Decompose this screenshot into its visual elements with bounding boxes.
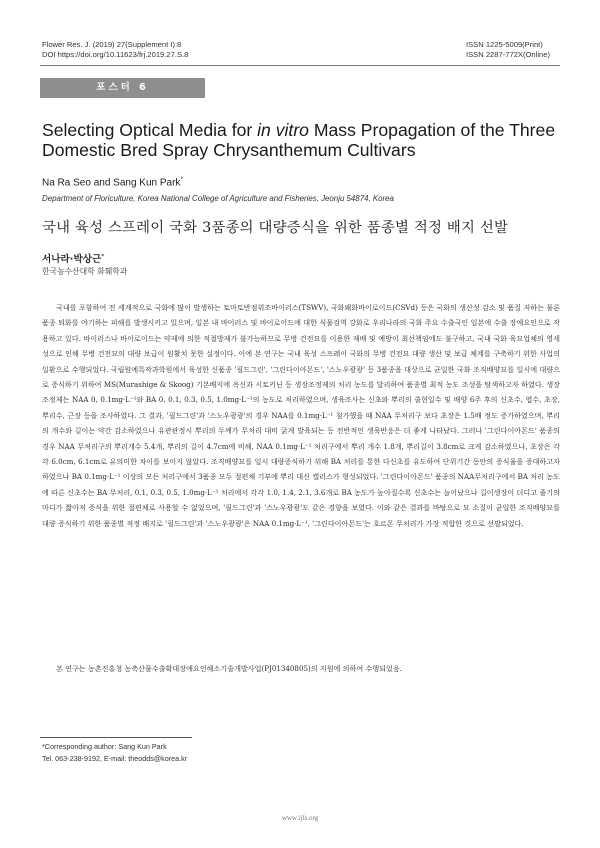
journal-header: [42, 40, 188, 60]
korean-corresponding-mark: *: [101, 252, 105, 260]
korean-authors: [42, 251, 104, 265]
footnote: [42, 741, 187, 765]
issn-online: ISSN 2287-772X(Online): [466, 50, 550, 59]
english-title-italic: in vitro: [257, 120, 309, 140]
corresponding-author: *Corresponding author: Sang Kun Park: [42, 742, 167, 751]
english-title: [42, 120, 562, 160]
issn-header: [466, 40, 550, 60]
english-authors: [42, 177, 183, 188]
acknowledgment: 본 연구는 농촌진흥청 농축산물수출확대장애요인해소기술개발사업(PJ01340805)의 지원에 의하여 수행되었음.: [56, 664, 402, 673]
corresponding-mark: *: [180, 177, 183, 183]
poster-label: 포스터 6: [40, 78, 205, 98]
korean-title: 국내 육성 스프레이 국화 3품종의 대량증식을 위한 품종별 적정 배지 선발: [42, 220, 509, 236]
english-author-names: Na Ra Seo and Sang Kun Park: [42, 177, 181, 189]
korean-author-names: 서나라·박상근: [42, 254, 102, 265]
english-title-part-2: Mass Propagation of the Three Domestic Bred Spray Chrysanthemum Cultivars: [42, 120, 556, 160]
journal-citation: Flower Res. J. (2019) 27(Supplement I):8: [42, 40, 182, 49]
header-divider: [40, 65, 560, 66]
doi-line[interactable]: DOI https://doi.org/10.11623/frj.2019.27.S.8: [42, 50, 189, 59]
english-title-part-1: Selecting Optical Media for: [42, 120, 258, 140]
footnote-divider: [40, 737, 192, 738]
issn-print: ISSN 1225-5009(Print): [466, 40, 543, 49]
english-department: Department of Floriculture, Korea National College of Agriculture and Fisheries, Jeonju 54874, Korea: [42, 194, 394, 203]
korean-affiliation: 한국농수산대학 화훼학과: [42, 267, 128, 276]
abstract-body: [42, 300, 560, 531]
abstract-paragraph: 국내를 포함하여 전 세계적으로 국화에 많이 발생하는 토마토반점위조바이러스(TSWV), 국화왜화바이로이드(CSVd) 등은 국화의 생산성 감소 및 품질 저하는 물론 품종 퇴화를 야기하는 피해를 발생시키고 있으며, 일본 내 바이러스 및 바이로이드에 대한 식물검역 강화로 우리나라의 국화 주요 수출국인 일본에 수출 장애요인으로 작용하고 있다. 바이러스나 바이로이드는 약제에 의한 적절방제가 불가능하므로 무병 건전묘를 이용한 재배 및 예방이 최선책임에도 불구하고, 국내 국화 육묘업체의 영세성으로 인해 무병 건전묘의 대량 보급이 원활치 못한 실정이다. 이에 본 연구는 국내 육성 스프레이 국화의 무병 건전묘 대량 생산 및 보급 체계를 구축하기 위한 사업의 일환으로 수행되었다. 국립원예특작과학원에서 육성한 신품종 '필드그린', '그린다이아몬드', '스노우광광' 등 3품종을 대상으로 균일한 국화 조직배양묘를 일시에 대량으로 증식하기 위하여 MS(Murashige & Skoog) 기본배지에 옥신과 시토키닌 등 생장조정제의 처리 농도를 달리하여 품종별 최적 농도 조성을 탐색하고자 하였다. 생장조정제는 NAA 0, 0.1mg·L⁻¹와 BA 0, 0.1, 0.3, 0.5, 1.0mg·L⁻¹의 농도로 처리하였으며, 생육조사는 신초와 뿌리의 출현일수 및 배양 6주 후의 신초수, 엽수, 초장, 뿌리수, 근장 등을 조사하였다. 그 결과, '필드그린'과 '스노우광광'의 경우 NAA를 0.1mg·L⁻¹ 첨가했을 때 NAA 무처리구 보다 초장은 1.5배 정도 증가하였으며, 뿌리의 개수와 길이는 약간 감소하였으나 유관관정시 뿌리의 두께가 무처리 대비 굵게 발육되는 등 전반적인 생육반응은 더 좋게 나타났다. 그러나 '그린다이아몬드' 품종의 경우 NAA 무처리구의 뿌리개수 5.4개, 뿌리의 길이 4.7cm에 비해, NAA 0.1mg·L⁻¹ 처리구에서 뿌리 개수 1.8개, 뿌리길이 3.8cm로 크게 감소하였으나, 초장은 각각 6.0cm, 6.1cm로 유의미한 차이를 보이지 않았다. 조직배양묘를 일시 대량증식하기 위해 BA 처리를 통한 다신초를 유도하여 단위기간 동안의 증식율을 증대하고자 하였으나 BA 0.1mg·L⁻¹ 이상의 모든 처리구에서 3품종 모두 절편체 기부에 뿌리 대신 캘러스가 형성되었다. '그린다이아몬드' 품종의 NAA무처리구에서 BA 처리 농도에 따른 신초수는 BA 무처리, 0.1, 0.3, 0.5, 1.0mg·L⁻¹ 처리에서 각각 1.0, 1.4, 2.1, 3.6개로 BA 농도가 높아질수록 신초수는 늘어났으나 길이생장이 더디고 줄기의 마디가 짧아져 증식을 위한 절편체로 사용할 수 없었으며, '필드그린'과 '스노우광광'도 같은 경향을 보였다. 이와 같은 결과를 바탕으로 묘 소질이 균일한 조직배양묘를 대량 증식하기 위한 품종별 적정 배지로 '필드그린'과 '스노우광광'은 NAA 0.1mg·L⁻¹, '그린다이아몬드'는 호르몬 무처리가 가장 적합한 것으로 선발되었다.: [42, 303, 560, 528]
contact-info: Tel. 063-238-9192, E-mail: theodds@korea.kr: [42, 754, 188, 763]
footer-url[interactable]: www.ijfs.org: [281, 814, 319, 822]
